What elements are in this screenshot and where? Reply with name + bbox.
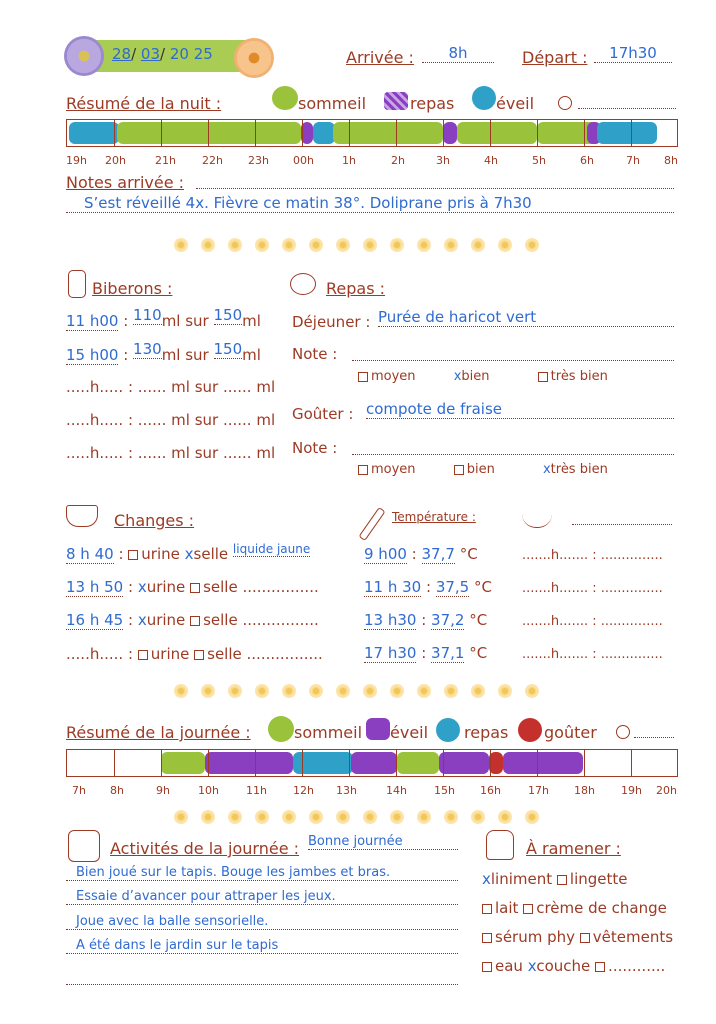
- day-seg-sleep: [161, 752, 205, 774]
- notes-line: [196, 188, 674, 189]
- day-hour: 18h: [574, 784, 595, 797]
- depart-value: 17h30: [594, 44, 672, 63]
- legend-meal-label: repas: [410, 94, 455, 113]
- arrivee-value: 8h: [422, 44, 494, 63]
- note-line: [352, 360, 674, 361]
- activite-line: Bien joué sur le tapis. Bouge les jambes et bras.: [66, 865, 458, 881]
- day-hour: 12h: [293, 784, 314, 797]
- day-title: Résumé de la journée :: [66, 723, 251, 742]
- legend-awake-swatch: [472, 86, 496, 110]
- legend-other-line: [578, 108, 676, 109]
- night-hour: 8h: [664, 154, 678, 167]
- notes-label: Notes arrivée :: [66, 173, 185, 192]
- legend-awake-swatch: [366, 718, 390, 740]
- repas-options-dej: moyen xbien très bien: [358, 369, 608, 384]
- day-seg-snack: [489, 752, 503, 774]
- night-hour: 00h: [293, 154, 314, 167]
- day-hour: 17h: [528, 784, 549, 797]
- day-hour: 7h: [72, 784, 86, 797]
- night-hour: 5h: [532, 154, 546, 167]
- legend-meal-swatch: [384, 92, 408, 110]
- change-row: 13 h 50 : xurine selle ................: [66, 578, 319, 596]
- activite-line-empty: [66, 984, 458, 985]
- notes-text: S’est réveillé 4x. Fièvre ce matin 38°. Doliprane pris à 7h30: [66, 194, 674, 213]
- legend-other-swatch: [558, 96, 572, 110]
- legend-awake-label: éveil: [390, 723, 429, 742]
- night-seg-awake: [597, 122, 657, 144]
- night-seg-sleep: [117, 122, 301, 144]
- activite-line: Joue avec la balle sensorielle.: [66, 914, 458, 930]
- activite-line: Essaie d’avancer pour attraper les jeux.: [66, 889, 458, 905]
- night-hour: 1h: [342, 154, 356, 167]
- day-seg-awake: [503, 752, 583, 774]
- night-hour: 2h: [391, 154, 405, 167]
- dejeuner-label: Déjeuner :: [292, 313, 371, 331]
- night-seg-awake: [313, 122, 335, 144]
- change-row-empty: .....h..... : urine selle ................: [66, 645, 323, 663]
- note-label: Note :: [292, 439, 338, 457]
- date-day: 28: [112, 45, 132, 63]
- legend-sleep-swatch: [272, 86, 298, 110]
- night-hour: 7h: [626, 154, 640, 167]
- night-seg-awake: [69, 122, 119, 144]
- night-hour: 20h: [105, 154, 126, 167]
- temperature-title: Température :: [392, 510, 476, 524]
- temp-row: 9 h00 : 37,7 °C: [364, 545, 478, 563]
- plate-icon: [290, 273, 316, 295]
- night-hour: 22h: [202, 154, 223, 167]
- day-hour: 13h: [336, 784, 357, 797]
- legend-other-line: [634, 737, 674, 738]
- dejeuner-value: Purée de haricot vert: [378, 308, 674, 327]
- legend-sleep-label: sommeil: [298, 94, 367, 113]
- day-hour: 20h: [656, 784, 677, 797]
- night-seg-sleep: [457, 122, 537, 144]
- biberon-row: 11 h00 : 110ml sur 150ml: [66, 306, 261, 330]
- ramener-row: lait crème de change: [482, 899, 667, 917]
- day-hour: 19h: [621, 784, 642, 797]
- legend-sleep-swatch: [268, 716, 294, 742]
- temp-row: 13 h30 : 37,2 °C: [364, 611, 488, 629]
- bag-icon: [486, 830, 514, 860]
- legend-snack-swatch: [518, 718, 542, 742]
- legend-sleep-label: sommeil: [294, 723, 363, 742]
- repas-options-gouter: moyen bien xtrès bien: [358, 462, 608, 477]
- day-seg-sleep: [397, 752, 439, 774]
- day-hour: 14h: [386, 784, 407, 797]
- care-hands-icon: [522, 507, 552, 528]
- change-row: 8 h 40 : urine xselle $^{liquide jaune}$: [66, 542, 311, 563]
- bottle-icon: [68, 270, 86, 298]
- night-hour: 3h: [436, 154, 450, 167]
- soins-row: .......h....... : ...............: [522, 581, 663, 596]
- soins-row: .......h....... : ...............: [522, 647, 663, 662]
- biberon-row-empty: .....h..... : ...... ml sur ...... ml: [66, 411, 276, 429]
- arrivee-label: Arrivée :: [346, 48, 414, 67]
- temp-row: 17 h30 : 37,1 °C: [364, 644, 488, 662]
- biberon-row-empty: .....h..... : ...... ml sur ...... ml: [66, 444, 276, 462]
- night-hour: 19h: [66, 154, 87, 167]
- legend-awake-label: éveil: [496, 94, 535, 113]
- temp-row: 11 h 30 : 37,5 °C: [364, 578, 492, 596]
- soins-row: .......h....... : ...............: [522, 548, 663, 563]
- day-hour: 9h: [156, 784, 170, 797]
- day-timeline: [66, 749, 678, 777]
- biberons-title: Biberons :: [92, 279, 173, 298]
- note-label: Note :: [292, 345, 338, 363]
- gouter-label: Goûter :: [292, 405, 354, 423]
- flower-icon: [64, 36, 104, 76]
- night-hour: 23h: [248, 154, 269, 167]
- day-hour: 10h: [198, 784, 219, 797]
- activite-line: A été dans le jardin sur le tapis: [66, 938, 458, 954]
- day-seg-awake: [439, 752, 489, 774]
- day-hour: 8h: [110, 784, 124, 797]
- changes-title: Changes :: [114, 511, 195, 530]
- ramener-title: À ramener :: [526, 839, 621, 858]
- gouter-value: compote de fraise: [366, 400, 674, 419]
- night-hour: 21h: [155, 154, 176, 167]
- night-timeline: [66, 119, 678, 147]
- biberon-row-empty: .....h..... : ...... ml sur ...... ml: [66, 378, 276, 396]
- biberon-row: 15 h00 : 130ml sur 150ml: [66, 340, 261, 364]
- change-row: 16 h 45 : xurine selle ................: [66, 611, 319, 629]
- day-hour: 15h: [434, 784, 455, 797]
- note-line: [352, 454, 674, 455]
- night-title: Résumé de la nuit :: [66, 94, 222, 113]
- night-hour: 6h: [580, 154, 594, 167]
- ramener-row: eau xcouche ............: [482, 957, 665, 975]
- soins-title-line: [572, 524, 672, 525]
- legend-meal-swatch: [436, 718, 460, 742]
- toys-icon: [68, 830, 100, 862]
- repas-title: Repas :: [326, 279, 386, 298]
- legend-meal-label: repas: [464, 723, 509, 742]
- diaper-icon: [66, 505, 98, 527]
- night-seg-meal: [443, 122, 457, 144]
- legend-other-swatch: [616, 725, 630, 739]
- day-hour: 11h: [246, 784, 267, 797]
- activites-summary: Bonne journée: [308, 834, 458, 850]
- date-year: 20 25: [169, 45, 213, 63]
- day-seg-awake: [205, 752, 293, 774]
- thermometer-icon: [358, 507, 385, 541]
- soins-row: .......h....... : ...............: [522, 614, 663, 629]
- ramener-row: sérum phy vêtements: [482, 928, 673, 946]
- day-hour: 16h: [480, 784, 501, 797]
- date-month: 03: [140, 45, 161, 63]
- flower-icon: [234, 38, 274, 78]
- depart-label: Départ :: [522, 48, 588, 67]
- date: 28/ 03/ 20 25: [112, 45, 213, 63]
- night-hour: 4h: [484, 154, 498, 167]
- activites-title: Activités de la journée :: [110, 839, 300, 858]
- day-seg-awake: [351, 752, 397, 774]
- legend-snack-label: goûter: [544, 723, 597, 742]
- ramener-row: xliniment lingette: [482, 870, 628, 888]
